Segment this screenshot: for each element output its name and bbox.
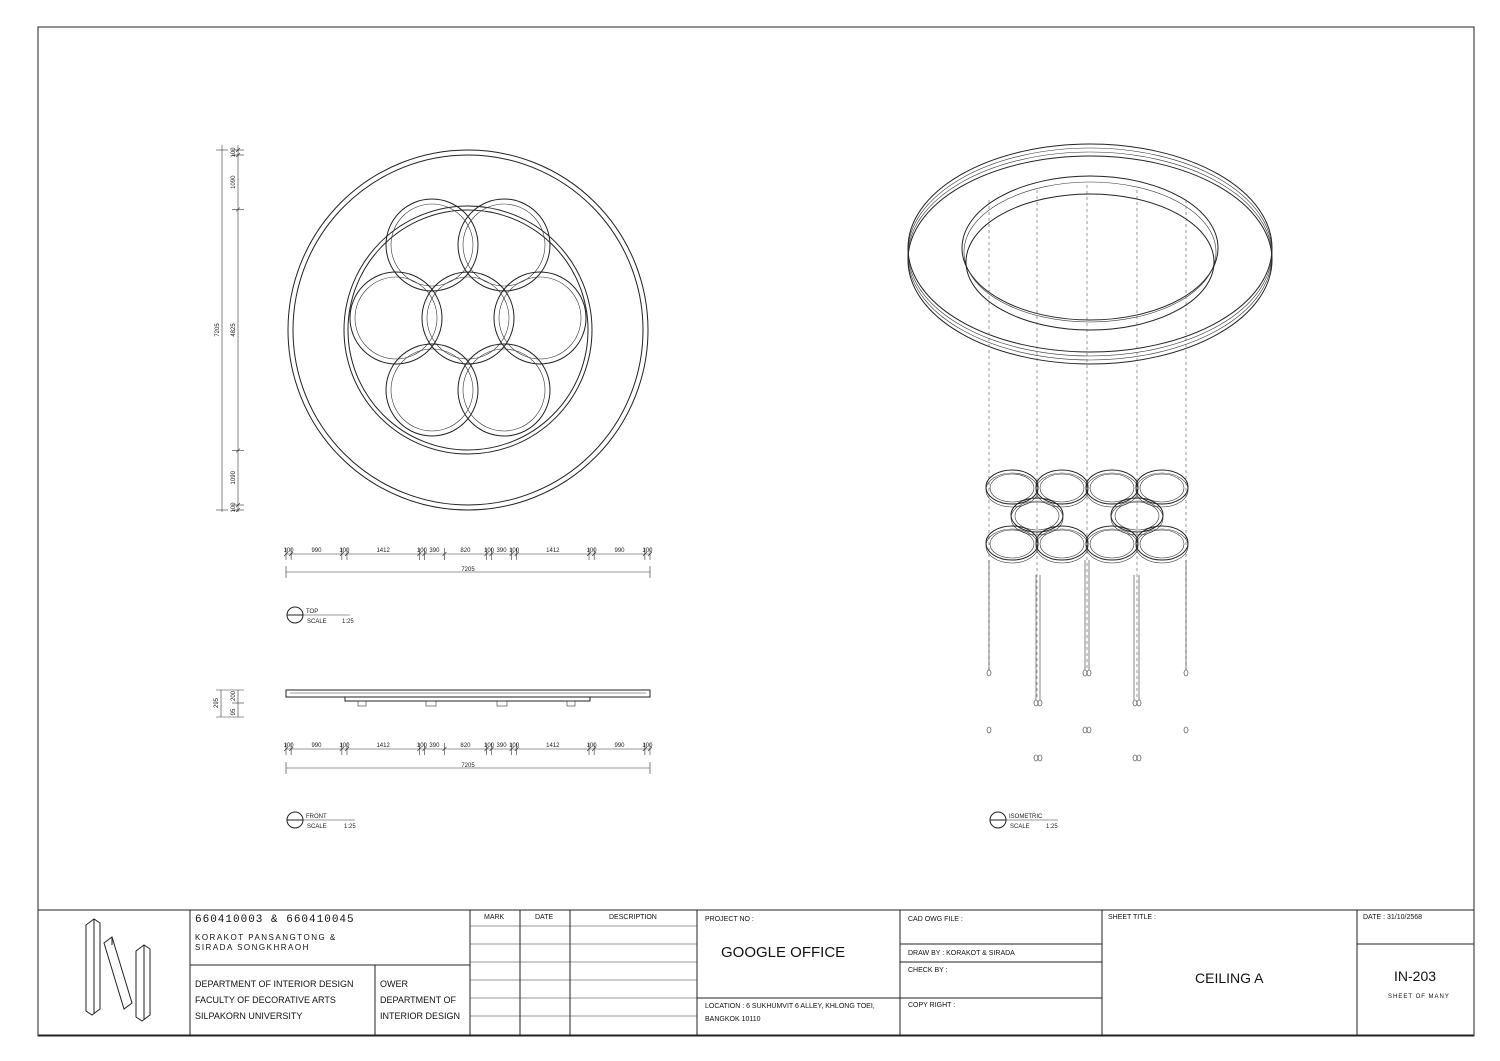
pendant-fixture [1133, 755, 1141, 761]
sheet-border [38, 27, 1474, 1035]
front-hdim-label: 100 [283, 743, 294, 749]
front-hdim-label: 100 [586, 743, 597, 749]
top-hdim-label: 990 [311, 548, 322, 554]
top-hdim-label: 100 [339, 548, 350, 554]
top-hdim-label: 390 [429, 548, 440, 554]
ceiling-ring [422, 272, 514, 364]
owner-line-1: OWER [380, 979, 408, 989]
top-view-vertical-dimensions [215, 145, 244, 513]
isometric-fixtures [987, 670, 1188, 761]
top-hdim-label: 1412 [376, 548, 390, 554]
top-vdim-label: 100 [231, 502, 237, 513]
top-hdim-label: 100 [642, 548, 653, 554]
front-hdim-label: 390 [496, 743, 507, 749]
location-line-2: BANGKOK 10110 [705, 1016, 761, 1023]
department-line-3: SILPAKORN UNIVERSITY [195, 1011, 303, 1021]
front-view-height-dimensions [214, 690, 244, 717]
iso-scale-label: SCALE [1010, 824, 1030, 830]
students-line-1: KORAKOT PANSANGTONG & [195, 933, 337, 942]
sheet-of: SHEET OF MANY [1388, 994, 1450, 1000]
front-hdim-label: 100 [484, 743, 495, 749]
revision-date-header: DATE [535, 914, 554, 921]
top-vertical-total: 7205 [215, 323, 221, 337]
ceiling-ring [494, 272, 586, 364]
project-no-label: PROJECT NO : [705, 916, 754, 923]
top-view-plan [288, 150, 648, 510]
sheet-number: IN-203 [1394, 968, 1437, 984]
top-view-caption [287, 607, 354, 625]
pendant-fixture [987, 727, 991, 733]
front-hdim-label: 100 [509, 743, 520, 749]
front-hdim-label: 390 [429, 743, 440, 749]
front-hdim-label: 1412 [376, 743, 390, 749]
isometric-caption [990, 812, 1058, 830]
check-by: CHECK BY : [908, 967, 948, 974]
cad-file-label: CAD OWG FILE : [908, 916, 963, 923]
pendant-fixture [1184, 727, 1188, 733]
revision-description-header: DESCRIPTION [609, 914, 657, 921]
ceiling-ring [458, 344, 550, 436]
top-hdim-label: 100 [586, 548, 597, 554]
front-height-lower: 95 [231, 708, 237, 716]
top-caption-label: TOP [306, 609, 319, 615]
isometric-ring [908, 144, 1272, 364]
top-vdim-label: 100 [231, 147, 237, 158]
top-hdim-label: 990 [614, 548, 625, 554]
pendant-fixture [987, 670, 991, 676]
sheet-title: CEILING A [1195, 970, 1264, 986]
isometric-suspension-cables [989, 185, 1186, 700]
front-hdim-label: 100 [416, 743, 427, 749]
university-logo [86, 919, 150, 1021]
project-name: GOOGLE OFFICE [721, 944, 846, 961]
front-scale-value: 1:25 [344, 824, 356, 830]
isometric-pendant-rods [989, 560, 1186, 700]
front-scale-label: SCALE [307, 824, 327, 830]
top-hdim-label: 820 [460, 548, 471, 554]
top-horizontal-total: 7205 [461, 567, 475, 573]
front-caption-label: FRONT [306, 814, 327, 820]
students-line-2: SIRADA SONGKHRAOH [195, 943, 310, 952]
copy-right: COPY RIGHT : [908, 1002, 956, 1009]
front-height-total: 295 [214, 697, 220, 709]
top-vdim-label: 1090 [231, 175, 237, 189]
top-vdim-label: 1090 [231, 471, 237, 485]
top-hdim-label: 1412 [546, 548, 560, 554]
pendant-fixture [1083, 727, 1091, 733]
top-vdim-label: 4825 [231, 323, 237, 337]
sheet-date: DATE : 31/10/2568 [1363, 914, 1423, 921]
front-hdim-label: 820 [460, 743, 471, 749]
front-hdim-label: 100 [339, 743, 350, 749]
iso-scale-value: 1:25 [1046, 824, 1058, 830]
top-hdim-label: 100 [484, 548, 495, 554]
revision-mark-header: MARK [484, 914, 505, 921]
owner-line-3: INTERIOR DESIGN [380, 1011, 461, 1021]
owner-line-2: DEPARTMENT OF [380, 995, 457, 1005]
front-hdim-label: 100 [642, 743, 653, 749]
top-scale-value: 1:25 [342, 619, 354, 625]
front-horizontal-total: 7205 [461, 763, 475, 769]
top-hdim-label: 100 [509, 548, 520, 554]
department-line-2: FACULTY OF DECORATIVE ARTS [195, 995, 336, 1005]
student-ids: 660410003 & 660410045 [195, 914, 355, 926]
front-view-caption [287, 812, 356, 830]
top-view-horizontal-dimensions [284, 548, 654, 578]
ceiling-ring [386, 344, 478, 436]
pendant-fixture [1184, 670, 1188, 676]
pendant-fixture [1133, 700, 1141, 706]
draw-by: DRAW BY : KORAKOT & SIRADA [908, 950, 1015, 957]
front-view-horizontal-dimensions [284, 743, 654, 774]
pendant-fixture [1083, 670, 1091, 676]
front-height-upper: 200 [231, 690, 237, 702]
front-hdim-label: 990 [311, 743, 322, 749]
top-hdim-label: 390 [496, 548, 507, 554]
pendant-fixture [1034, 755, 1042, 761]
top-hdim-label: 100 [283, 548, 294, 554]
department-line-1: DEPARTMENT OF INTERIOR DESIGN [195, 979, 354, 989]
front-hdim-label: 1412 [546, 743, 560, 749]
front-view-elevation [286, 690, 650, 706]
front-hdim-label: 990 [614, 743, 625, 749]
location-line-1: LOCATION : 6 SUKHUMVIT 6 ALLEY, KHLONG TOEI, [705, 1003, 875, 1010]
iso-caption-label: ISOMETRIC [1009, 814, 1043, 820]
sheet-title-label: SHEET TITLE : [1108, 914, 1156, 921]
top-hdim-label: 100 [416, 548, 427, 554]
top-scale-label: SCALE [307, 619, 327, 625]
ceiling-ring [350, 272, 442, 364]
pendant-fixture [1034, 700, 1042, 706]
